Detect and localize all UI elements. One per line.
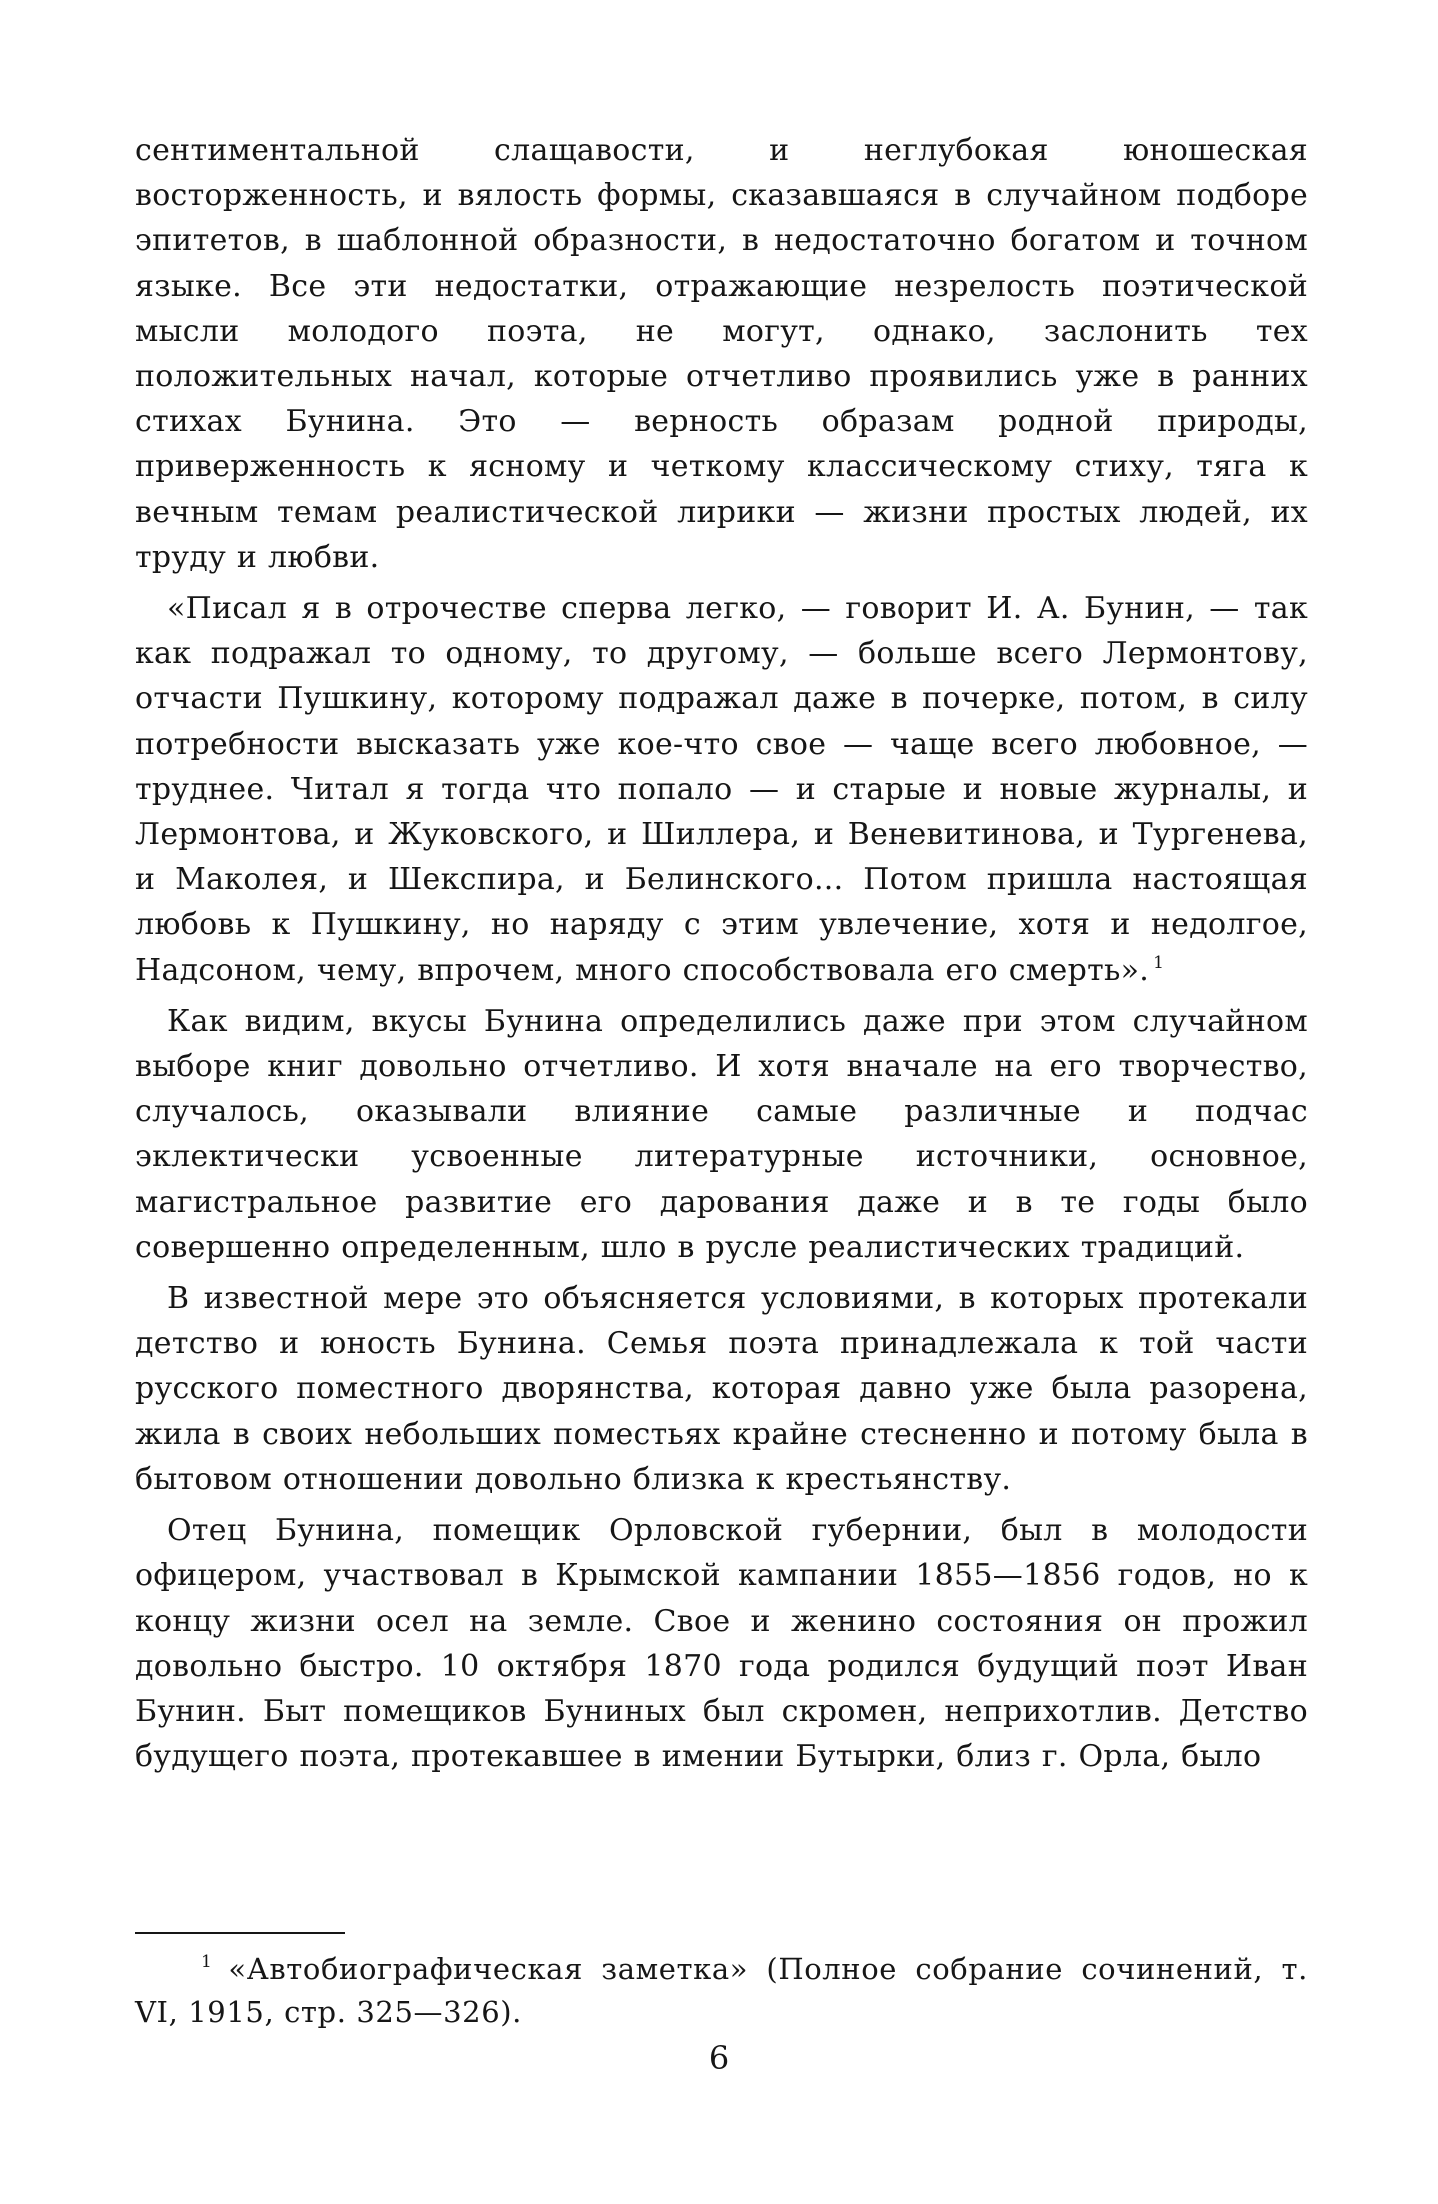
paragraph-1: сентиментальной слащавости, и неглубокая юношеская восторженность, и вялость формы, сказавшаяся в случайном подборе эпитетов, в шаблонной образности, в недостаточно богатом и точном языке. Все эти недостатки, отражающие незрелость поэтической мысли молодого поэта, не могут, однако, заслонить тех положительных начал, которые отчетливо проявились уже в ранних стихах Бунина. Это — верность образам родной природы, приверженность к ясному и четкому классическому стиху, тяга к вечным темам реалистической лирики — жизни простых людей, их труду и любви. [135, 133, 1308, 575]
paragraph-5: Отец Бунина, помещик Орловской губернии, был в молодости офицером, участвовал в Крымской кампании 1855—1856 годов, но к концу жизни осел на земле. Свое и женино состояния он прожил довольно быстро. 10 октября 1870 года родился будущий поэт Иван Бунин. Быт помещиков Буниных был скромен, неприхотлив. Детство будущего поэта, протекавшее в имении Бутырки, близ г. Орла, было [135, 1513, 1308, 1775]
footnote [135, 1948, 1308, 2034]
quote-text: «Писал я в отрочестве сперва легко, — говорит И. А. Бунин, — так как подражал то одному, то другому, — больше всего Лермонтову, отчасти Пушкину, которому подражал даже в почерке, потом, в силу потребности высказать уже кое-что свое — чаще всего любовное, — труднее. Читал я тогда что попало — и старые и новые журналы, и Лермонтова, и Жуковского, и Шиллера, и Веневитинова, и Тургенева, и Маколея, и Шекспира, и Белинского... Потом пришла настоящая любовь к Пушкину, но наряду с этим увлечение, хотя и недолгое, Надсоном, чему, впрочем, много способствовала его смерть». [135, 591, 1308, 988]
footnote-text: «Автобиографическая заметка» (Полное собрание сочинений, т. VI, 1915, стр. 325—326). [135, 1952, 1308, 2029]
paragraph-2-quote [135, 586, 1308, 993]
main-text [135, 128, 1308, 1779]
paragraph-3: Как видим, вкусы Бунина определились даже при этом случайном выборе книг довольно отчетливо. И хотя вначале на его творчество, случалось, оказывали влияние самые различные и подчас эклектически усвоенные литературные источники, основное, магистральное развитие его дарования даже и в те годы было совершенно определенным, шло в русле реалистических традиций. [135, 1003, 1308, 1265]
paragraph-4: В известной мере это объясняется условиями, в которых протекали детство и юность Бунина. Семья поэта принадлежала к той части русского поместного дворянства, которая давно уже была разорена, жила в своих небольших поместьях крайне стесненно и потому была в бытовом отношении довольно близка к крестьянству. [135, 1281, 1308, 1497]
footnote-marker: 1 [201, 1952, 213, 1972]
footnote-divider [135, 1932, 345, 1934]
page-number: 6 [708, 2039, 730, 2077]
footnote-reference: 1 [1153, 952, 1165, 973]
